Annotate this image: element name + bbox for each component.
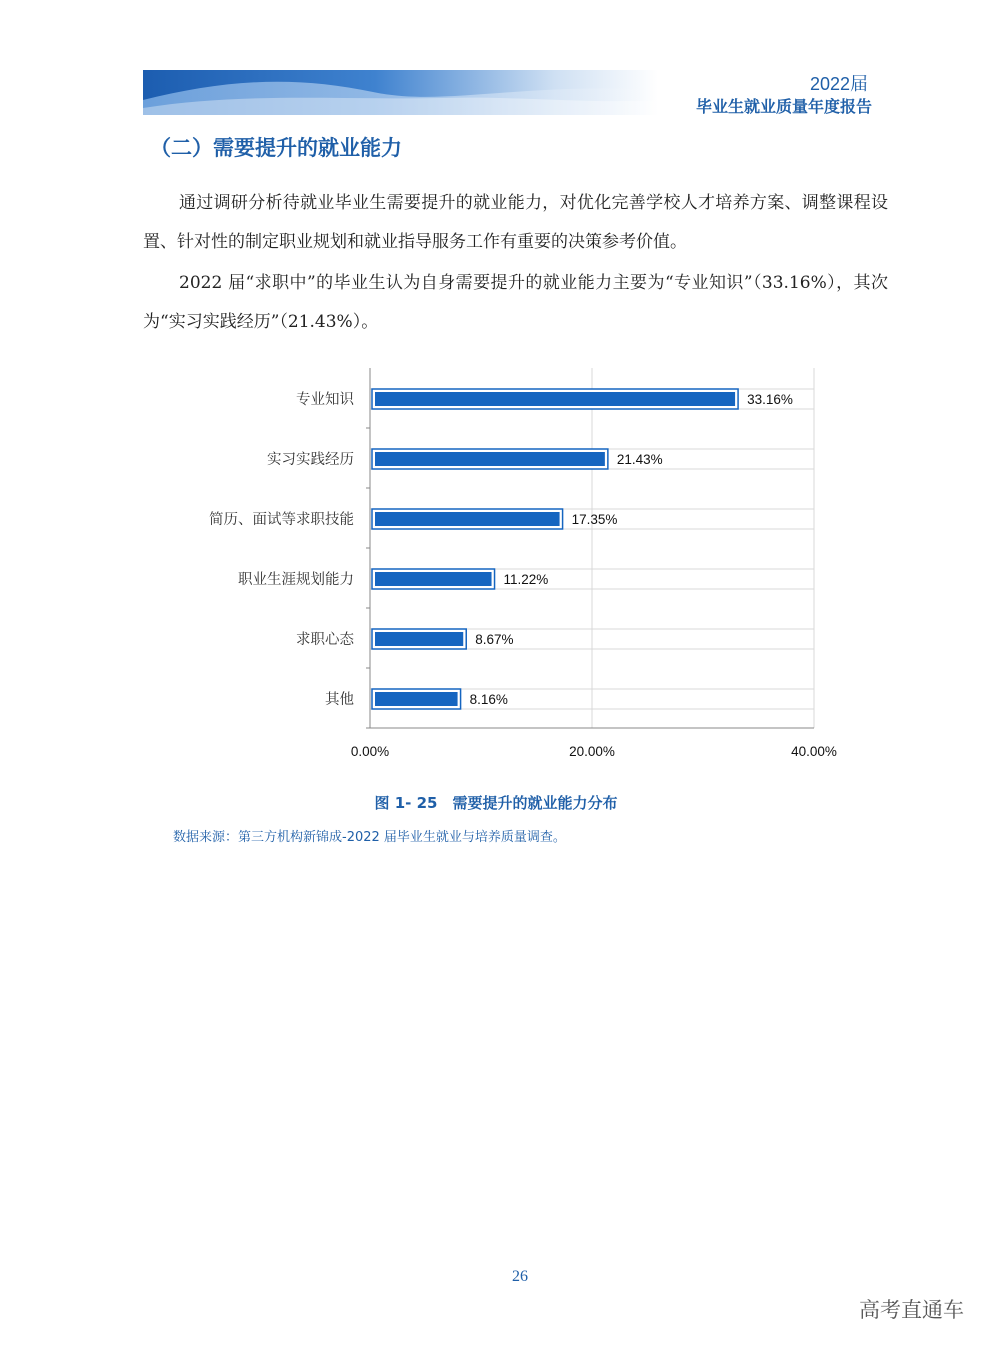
bar [375,632,463,646]
category-label: 实习实践经历 [267,452,354,468]
data-source-note: 数据来源：第三方机构新锦成-2022 届毕业生就业与培养质量调查。 [173,830,566,845]
x-tick-label: 0.00% [350,744,390,759]
category-label: 其他 [325,692,354,708]
x-tick-label: 20.00% [569,744,615,759]
watermark: 高考直通车 [859,1298,964,1322]
x-tick-label: 40.00% [791,744,837,759]
bar-value-label: 8.16% [469,692,508,707]
bar-value-label: 17.35% [571,512,618,527]
header-banner [143,70,658,115]
section-title: （二）需要提升的就业能力 [150,136,402,160]
paragraph-intro: 通过调研分析待就业毕业生需要提升的就业能力，对优化完善学校人才培养方案、调整课程设置、针对性的制定职业规划和就业指导服务工作有重要的决策参考价值。 [143,193,888,252]
report-title: 毕业生就业质量年度报告 [695,97,872,116]
bar [375,392,735,406]
report-year: 2022届 [809,74,868,94]
bar [375,452,605,466]
bar [375,512,560,526]
paragraph-summary: 2022 届“求职中”的毕业生认为自身需要提升的就业能力主要为“专业知识”（33.16%），其次为“实习实践经历”（21.43%）。 [143,273,888,332]
category-label: 职业生涯规划能力 [238,572,354,588]
category-label: 简历、面试等求职技能 [209,512,354,528]
ability-bar-chart [150,360,850,770]
bar-value-label: 11.22% [503,572,549,587]
figure-caption: 图 1- 25 需要提升的就业能力分布 [374,794,618,812]
page-number: 26 [512,1268,528,1285]
bar-value-label: 21.43% [616,452,663,467]
category-label: 求职心态 [296,632,354,648]
bar [375,572,492,586]
category-label: 专业知识 [296,392,354,408]
bar-value-label: 8.67% [475,632,514,647]
bar [375,692,458,706]
bar-value-label: 33.16% [747,392,793,407]
